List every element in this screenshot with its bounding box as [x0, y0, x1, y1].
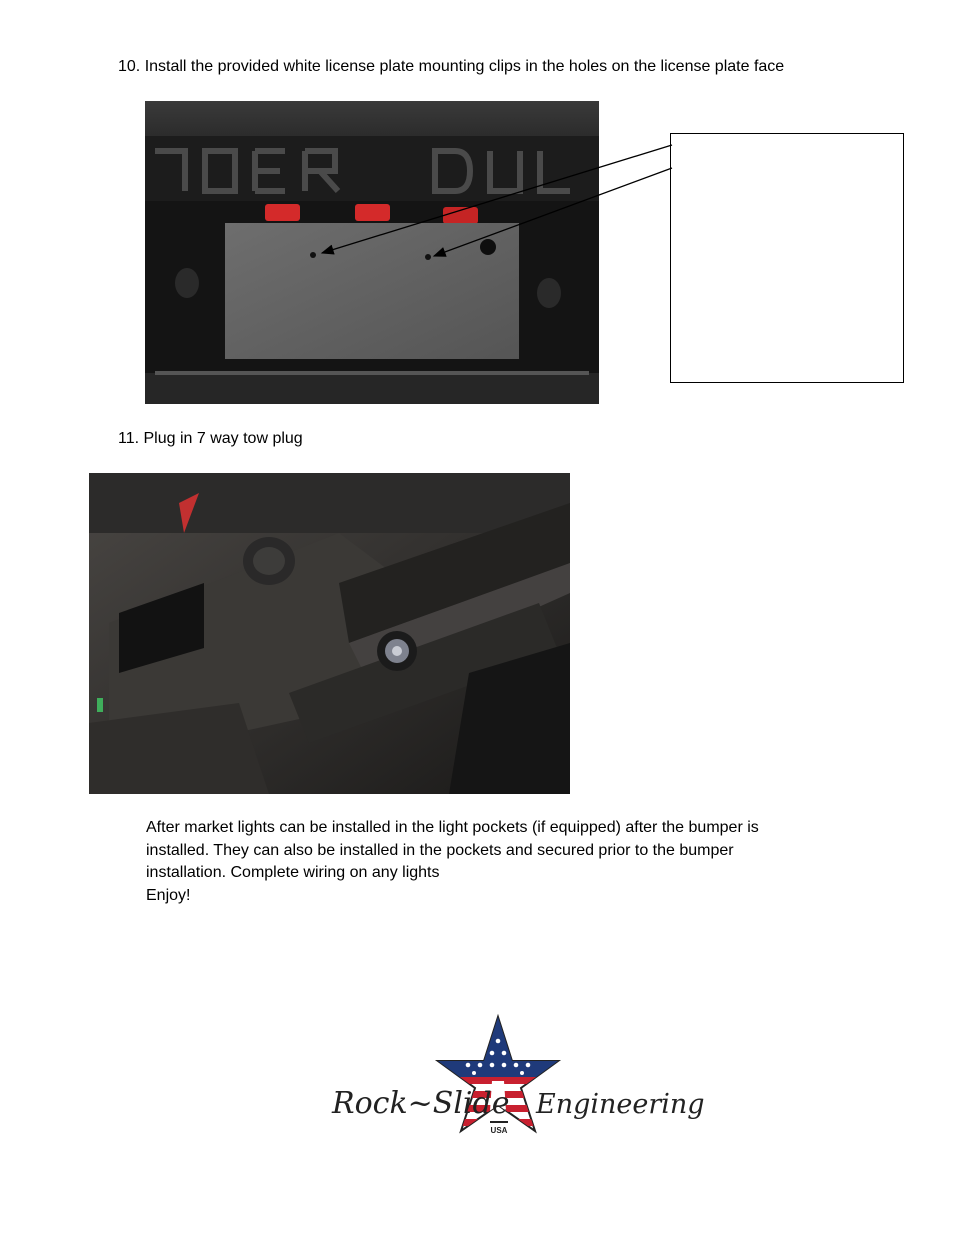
- svg-text:Engineering: Engineering: [536, 1089, 705, 1120]
- callout-arrows: [0, 0, 954, 450]
- notes-line-4: Enjoy!: [146, 886, 191, 904]
- tow-plug-photo: [89, 473, 570, 794]
- svg-text:USA: USA: [490, 1126, 508, 1135]
- notes-paragraph: [146, 817, 836, 907]
- notes-line-1: After market lights can be installed in the light pockets (if equipped) after the bumper is: [146, 819, 759, 836]
- rock-slide-engineering-logo: [330, 1013, 705, 1138]
- step-10-text: 10. Install the provided white license plate mounting clips in the holes on the license plate face: [118, 58, 785, 75]
- notes-line-2: installed. They can also be installed in the pockets and secured prior to the bumper: [146, 841, 734, 859]
- svg-text:Rock~Slide: Rock~Slide: [332, 1086, 510, 1121]
- notes-line-3: installation. Complete wiring on any lights: [146, 864, 440, 881]
- step-11-text: 11. Plug in 7 way tow plug: [118, 430, 303, 447]
